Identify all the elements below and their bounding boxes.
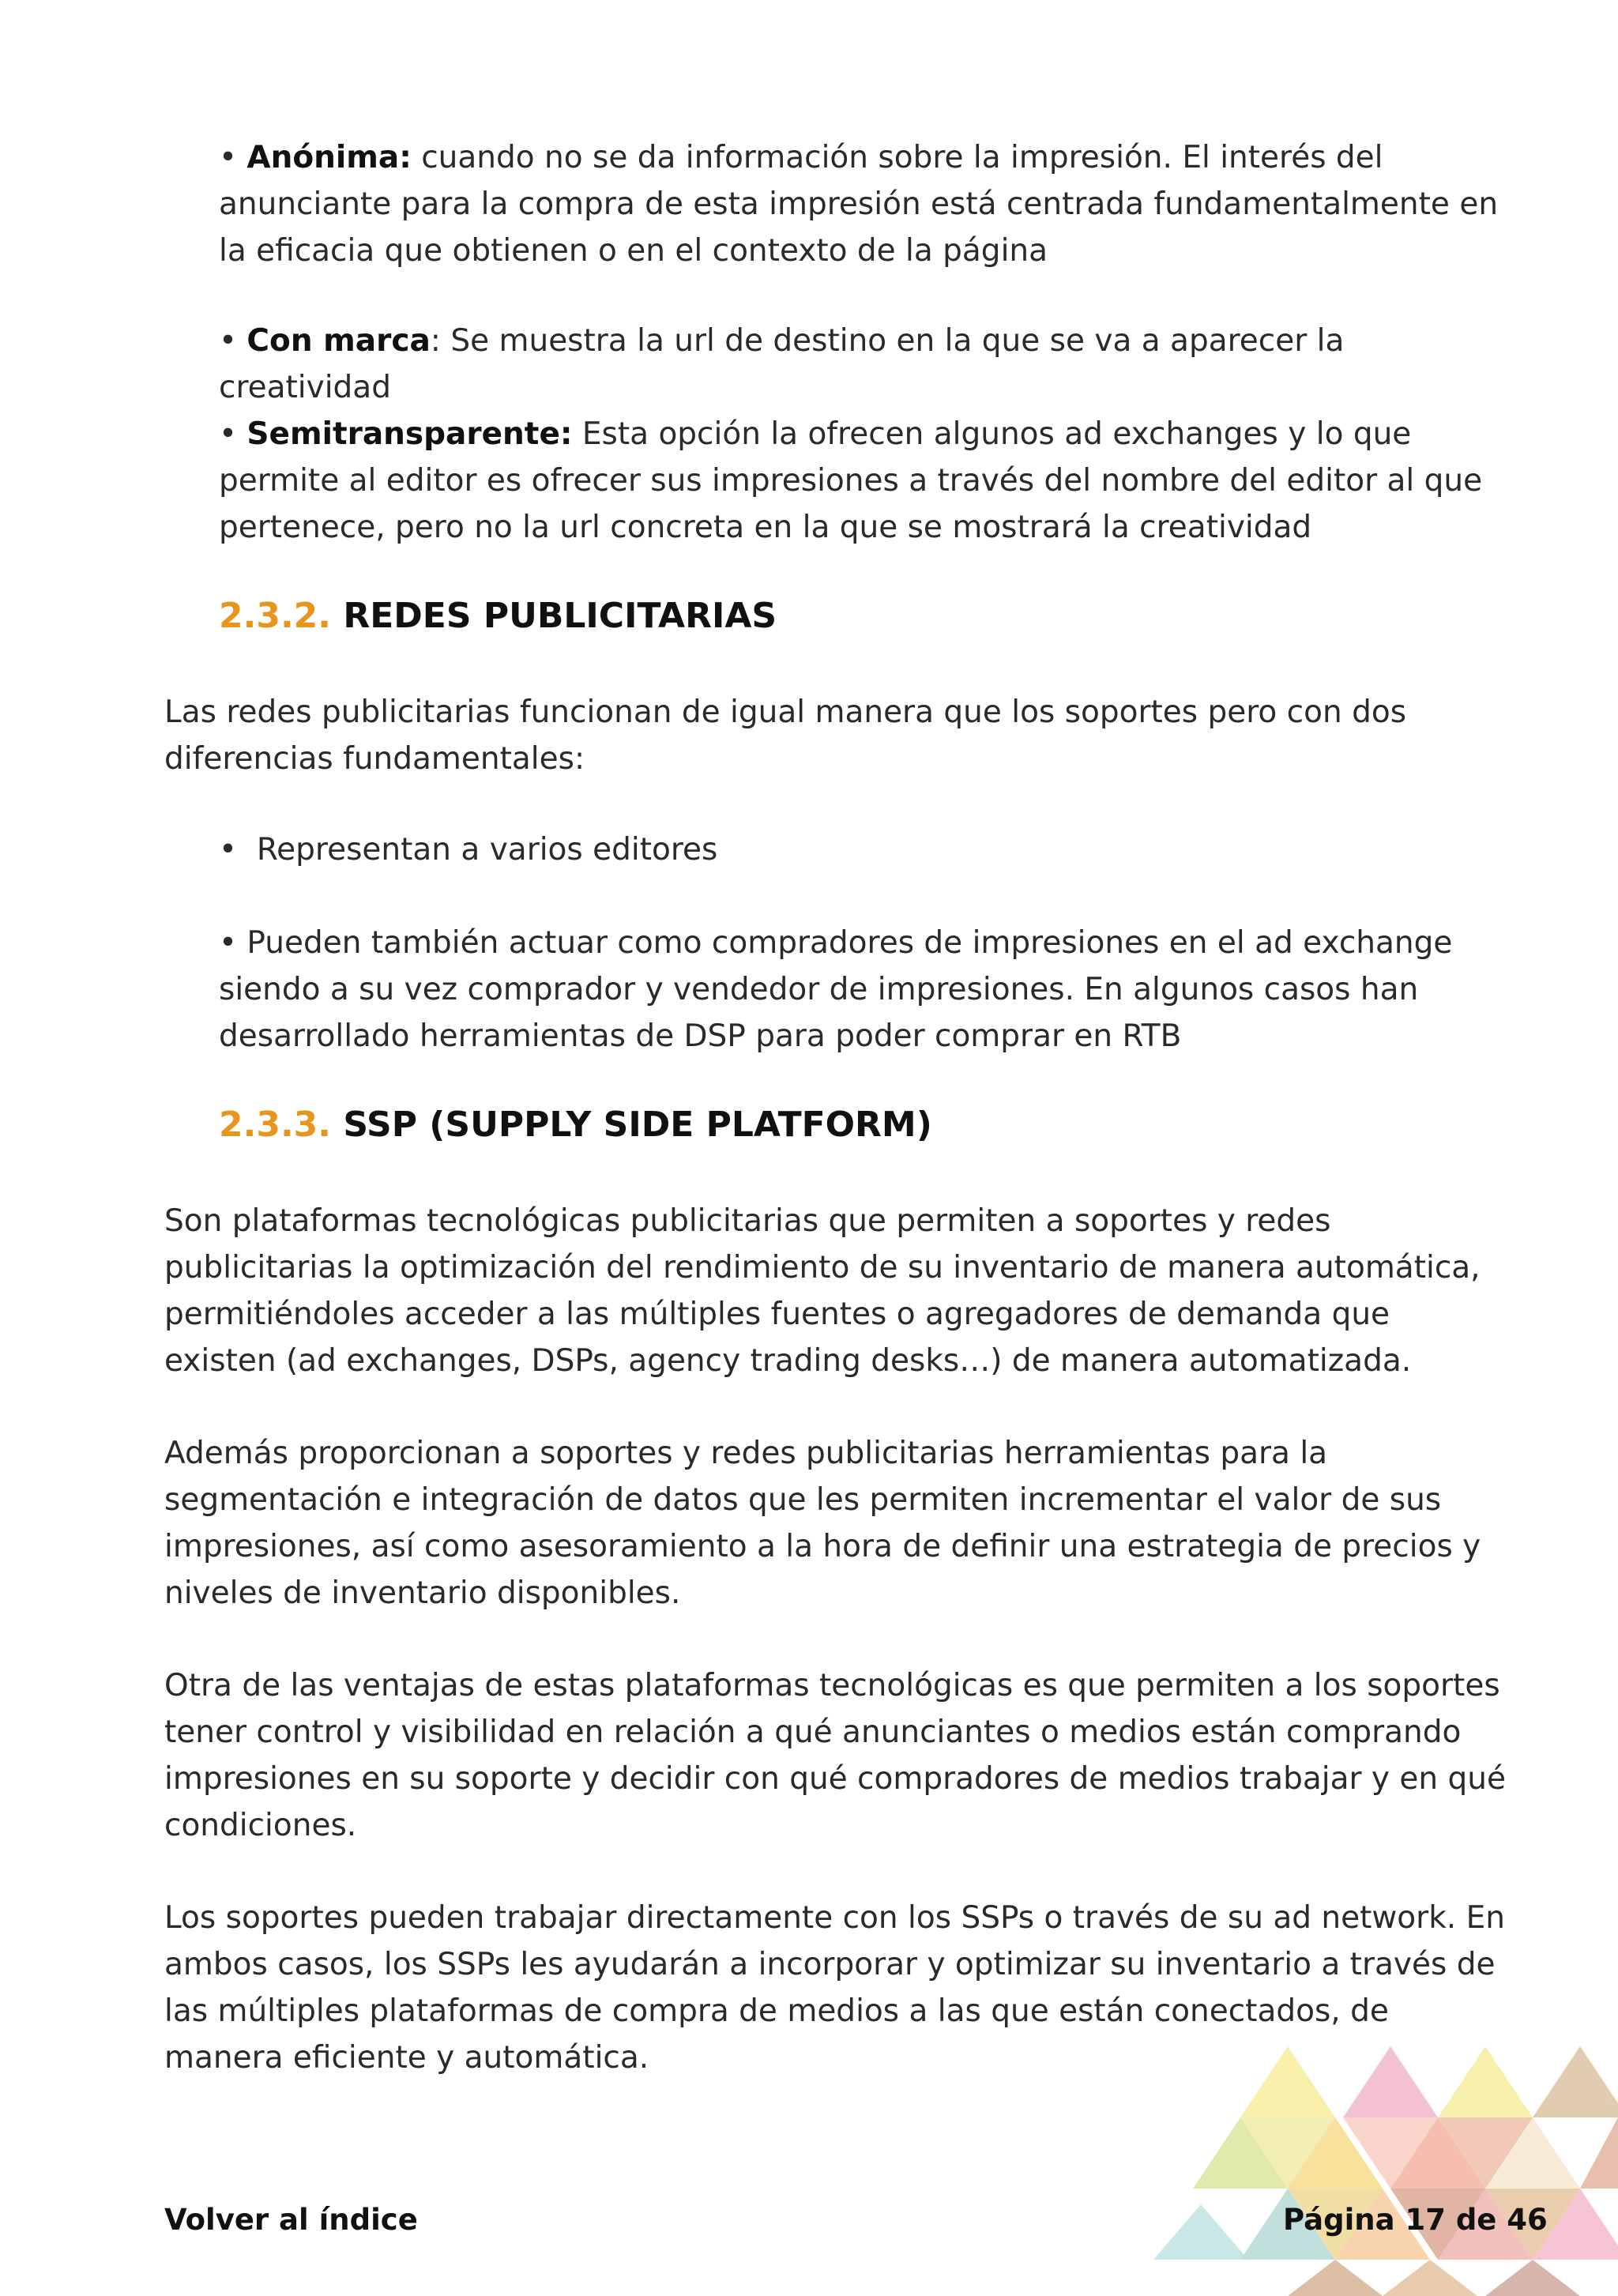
ssp-paragraph-1: Son plataformas tecnológicas publicitarias que permiten a soportes y redes publicitarias la optimización del rendimiento de su inventario de manera automática, permitiéndoles acceder a las múltiples fuentes o agregadores de demanda que existen (ad exchanges, DSPs, agency trading desks…) de manera automatizada.	[164, 1203, 1481, 1379]
redes-bullet-2: • Pueden también actuar como compradores de impresiones en el ad exchange siendo a su vez comprador y vendedor de impresiones. En algunos casos han desarrollado herramientas de DSP para poder comprar en RTB	[219, 925, 1453, 1054]
bullet-anonima-text: cuando no se da información sobre la impresión. El interés del anunciante para la compra de esta impresión está centrada fundamentalmente en la eficacia que obtienen o en el contexto de la página	[219, 140, 1499, 269]
section-title-232: REDES PUBLICITARIAS	[343, 596, 777, 636]
bullet-semitransparente: • Semitransparente: Esta opción la ofrecen algunos ad exchanges y lo que permite al editor es ofrecer sus impresiones a través del nombre del editor al que pertenece, pero no la url concreta en la que se mostrará la creatividad	[219, 416, 1483, 545]
redes-bullet-1-text: Representan a varios editores	[256, 832, 718, 868]
section-heading-ssp	[219, 1103, 932, 1147]
bullet-con-marca-text: : Se muestra la url de destino en la que se va a aparecer la creatividad	[219, 323, 1345, 405]
redes-bullet-2-text: Pueden también actuar como compradores de impresiones en el ad exchange siendo a su vez comprador y vendedor de impresiones. En algunos casos han desarrollado herramientas de DSP para poder comprar en RTB	[219, 925, 1453, 1054]
bullet-semitransparente-text: Esta opción la ofrecen algunos ad exchanges y lo que permite al editor es ofrecer sus impresiones a través del nombre del editor al que pertenece, pero no la url concreta en la que se mostrará la creatividad	[219, 416, 1483, 545]
bullet-anonima-term: Anónima:	[246, 140, 412, 175]
back-to-index-link[interactable]: Volver al índice	[164, 2203, 418, 2237]
bullet-semitransparente-term: Semitransparente:	[246, 416, 573, 452]
bullet-con-marca-term: Con marca	[246, 323, 431, 359]
ssp-paragraph-2: Además proporcionan a soportes y redes publicitarias herramientas para la segmentación e integración de datos que les permiten incrementar el valor de sus impresiones, así como asesoramiento a la hora de definir una estrategia de precios y niveles de inventario disponibles.	[164, 1436, 1481, 1611]
section-title-233: SSP (SUPPLY SIDE PLATFORM)	[343, 1105, 932, 1145]
section-heading-redes	[219, 594, 777, 638]
redes-intro-paragraph: Las redes publicitarias funcionan de igual manera que los soportes pero con dos diferencias fundamentales:	[164, 694, 1407, 777]
section-number-233: 2.3.3.	[219, 1105, 331, 1145]
ssp-paragraph-4: Los soportes pueden trabajar directamente con los SSPs o través de su ad network. En ambos casos, los SSPs les ayudarán a incorporar y optimizar su inventario a través de las múltiples plataformas de compra de medios a las que están conectados, de manera eficiente y automática.	[164, 1900, 1505, 2076]
bullet-anonima: • Anónima: cuando no se da información sobre la impresión. El interés del anunciante para la compra de esta impresión está centrada fundamentalmente en la eficacia que obtienen o en el contexto de la página	[219, 140, 1499, 269]
section-number-232: 2.3.2.	[219, 596, 331, 636]
ssp-paragraph-3: Otra de las ventajas de estas plataformas tecnológicas es que permiten a los soportes tener control y visibilidad en relación a qué anunciantes o medios están comprando impresiones en su soporte y decidir con qué compradores de medios trabajar y en qué condiciones.	[164, 1668, 1506, 1843]
page-number: Página 17 de 46	[1283, 2203, 1548, 2237]
bullet-con-marca: • Con marca: Se muestra la url de destino en la que se va a aparecer la creatividad	[219, 323, 1345, 405]
decorative-triangles	[1153, 2046, 1618, 2296]
redes-bullet-1: • Representan a varios editores	[219, 832, 718, 868]
